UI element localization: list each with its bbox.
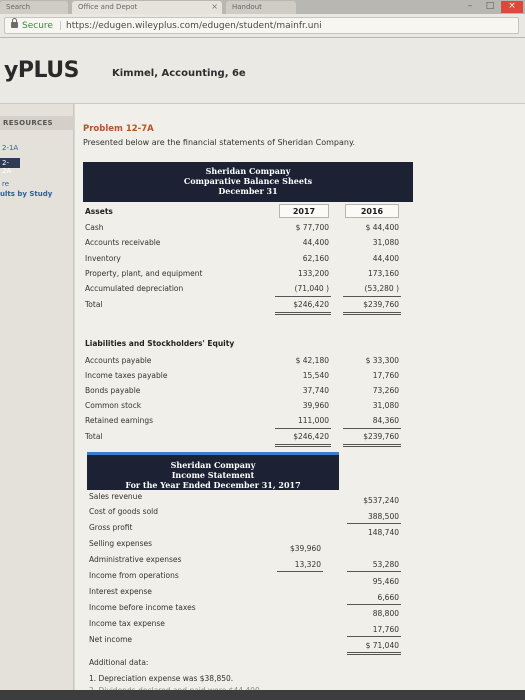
browser-tab-active[interactable] — [72, 1, 222, 14]
liability-total-label: Total — [85, 432, 103, 441]
subtotal-underline — [347, 604, 401, 605]
income-inner-value: 13,320 — [294, 560, 321, 569]
company-name: Sheridan Company — [205, 166, 291, 176]
sidebar-item-results-by-study[interactable]: ults by Study — [0, 190, 53, 198]
liability-2016: 73,260 — [372, 386, 399, 395]
subtotal-underline — [275, 428, 331, 429]
income-label: Cost of goods sold — [89, 507, 159, 516]
additional-item: 1. Depreciation expense was $38,850. — [89, 674, 234, 683]
subtotal-underline — [343, 296, 401, 297]
year-2016-header: 2016 — [345, 204, 399, 218]
tab-label: Handout — [232, 3, 262, 11]
income-label: Gross profit — [89, 523, 133, 532]
additional-data-heading: Additional data: — [89, 658, 149, 667]
income-outer-value: 53,280 — [372, 560, 399, 569]
liability-2017: $ 42,180 — [295, 356, 329, 365]
asset-2017: 62,160 — [302, 254, 329, 263]
liability-total-2016: $239,760 — [363, 432, 399, 441]
liabilities-header: Liabilities and Stockholders' Equity — [85, 339, 235, 348]
liability-label: Common stock — [85, 401, 142, 410]
course-title: Kimmel, Accounting, 6e — [112, 68, 246, 79]
asset-total-label: Total — [85, 300, 103, 309]
url-text: https://edugen.wileyplus.com/edugen/student/mainfr.uni — [66, 21, 322, 31]
liability-2016: $ 33,300 — [365, 356, 399, 365]
net-income-value: $ 71,040 — [365, 641, 399, 650]
liability-2017: 15,540 — [302, 371, 329, 380]
income-label: Sales revenue — [89, 492, 143, 501]
subtotal-underline — [347, 571, 401, 572]
income-label: Interest expense — [89, 587, 152, 596]
income-label: Income from operations — [89, 571, 179, 580]
subtotal-underline — [347, 523, 401, 524]
asset-2017: 44,400 — [302, 238, 329, 247]
asset-2016: 173,160 — [367, 269, 399, 278]
subtotal-underline — [277, 571, 323, 572]
income-outer-value: 6,660 — [377, 593, 399, 602]
liability-2016: 17,760 — [372, 371, 399, 380]
asset-label: Cash — [85, 223, 104, 232]
sidebar-item-re[interactable]: re — [2, 180, 10, 188]
asset-label: Accumulated depreciation — [85, 284, 184, 293]
net-income-label: Net income — [89, 635, 133, 644]
url-separator: | — [58, 21, 62, 31]
asset-total-2017: $246,420 — [293, 300, 329, 309]
app-header — [0, 38, 525, 104]
total-double-underline — [275, 312, 331, 315]
asset-2016: (53,280 ) — [364, 284, 399, 293]
asset-2017: 133,200 — [297, 269, 329, 278]
statement-name: Comparative Balance Sheets — [183, 176, 313, 186]
tab-label: Office and Depot — [78, 3, 138, 11]
address-bar — [0, 14, 525, 38]
subtotal-underline — [347, 636, 401, 637]
subtotal-underline — [275, 296, 331, 297]
close-icon[interactable]: × — [211, 2, 218, 11]
asset-label: Accounts receivable — [85, 238, 161, 247]
income-outer-value: $537,240 — [363, 496, 399, 505]
subtotal-underline — [343, 428, 401, 429]
income-inner-value: $39,960 — [289, 544, 321, 553]
liability-2017: 37,740 — [302, 386, 329, 395]
asset-2016: 44,400 — [372, 254, 399, 263]
minimize-icon[interactable]: – — [467, 1, 473, 11]
statement-name: Income Statement — [171, 470, 255, 480]
income-outer-value: 95,460 — [372, 577, 399, 586]
balance-sheet-header — [83, 162, 413, 202]
liability-label: Bonds payable — [85, 386, 141, 395]
asset-label: Inventory — [85, 254, 121, 263]
browser-tab[interactable] — [226, 1, 296, 14]
problem-text: Presented below are the financial statements of Sheridan Company. — [83, 138, 356, 147]
wileyplus-logo: yPLUS — [4, 58, 79, 83]
income-label: Administrative expenses — [89, 555, 182, 564]
taskbar — [0, 690, 525, 700]
main-content — [75, 104, 525, 700]
company-name: Sheridan Company — [170, 460, 256, 470]
asset-2016: 31,080 — [372, 238, 399, 247]
url-input[interactable] — [4, 17, 519, 34]
asset-label: Property, plant, and equipment — [85, 269, 203, 278]
sidebar-item-2-2a[interactable]: 2-2A — [0, 158, 20, 168]
liability-label: Retained earnings — [85, 416, 154, 425]
income-label: Income tax expense — [89, 619, 165, 628]
income-outer-value: 148,740 — [367, 528, 399, 537]
browser-tab[interactable] — [0, 1, 68, 14]
liability-label: Accounts payable — [85, 356, 152, 365]
asset-2017: $ 77,700 — [295, 223, 329, 232]
browser-tabstrip — [0, 0, 525, 14]
income-outer-value: 388,500 — [367, 512, 399, 521]
year-2017-header: 2017 — [279, 204, 329, 218]
income-statement-header — [87, 452, 339, 490]
income-outer-value: 17,760 — [372, 625, 399, 634]
window-close-icon[interactable]: × — [501, 1, 523, 13]
income-label: Income before income taxes — [89, 603, 196, 612]
assets-header: Assets — [85, 207, 113, 216]
sidebar-resources-header: RESOURCES — [0, 116, 74, 130]
asset-total-2016: $239,760 — [363, 300, 399, 309]
total-double-underline — [343, 312, 401, 315]
liability-2017: 111,000 — [297, 416, 329, 425]
total-double-underline — [275, 444, 331, 447]
secure-label: Secure — [22, 21, 53, 31]
liability-2016: 31,080 — [372, 401, 399, 410]
total-double-underline — [347, 652, 401, 655]
asset-2016: $ 44,400 — [365, 223, 399, 232]
liability-label: Income taxes payable — [85, 371, 168, 380]
lock-icon — [11, 22, 18, 28]
asset-2017: (71,040 ) — [294, 284, 329, 293]
liability-total-2017: $246,420 — [293, 432, 329, 441]
problem-title: Problem 12-7A — [83, 124, 154, 134]
total-double-underline — [343, 444, 401, 447]
tab-label: Search — [6, 3, 31, 11]
maximize-icon[interactable]: □ — [485, 1, 495, 11]
sidebar — [0, 104, 74, 700]
statement-period: For the Year Ended December 31, 2017 — [125, 480, 301, 490]
income-outer-value: 88,800 — [372, 609, 399, 618]
sidebar-item-2-1a[interactable]: 2-1A — [2, 144, 19, 152]
liability-2016: 84,360 — [372, 416, 399, 425]
liability-2017: 39,960 — [302, 401, 329, 410]
income-label: Selling expenses — [89, 539, 153, 548]
statement-date: December 31 — [218, 186, 278, 196]
